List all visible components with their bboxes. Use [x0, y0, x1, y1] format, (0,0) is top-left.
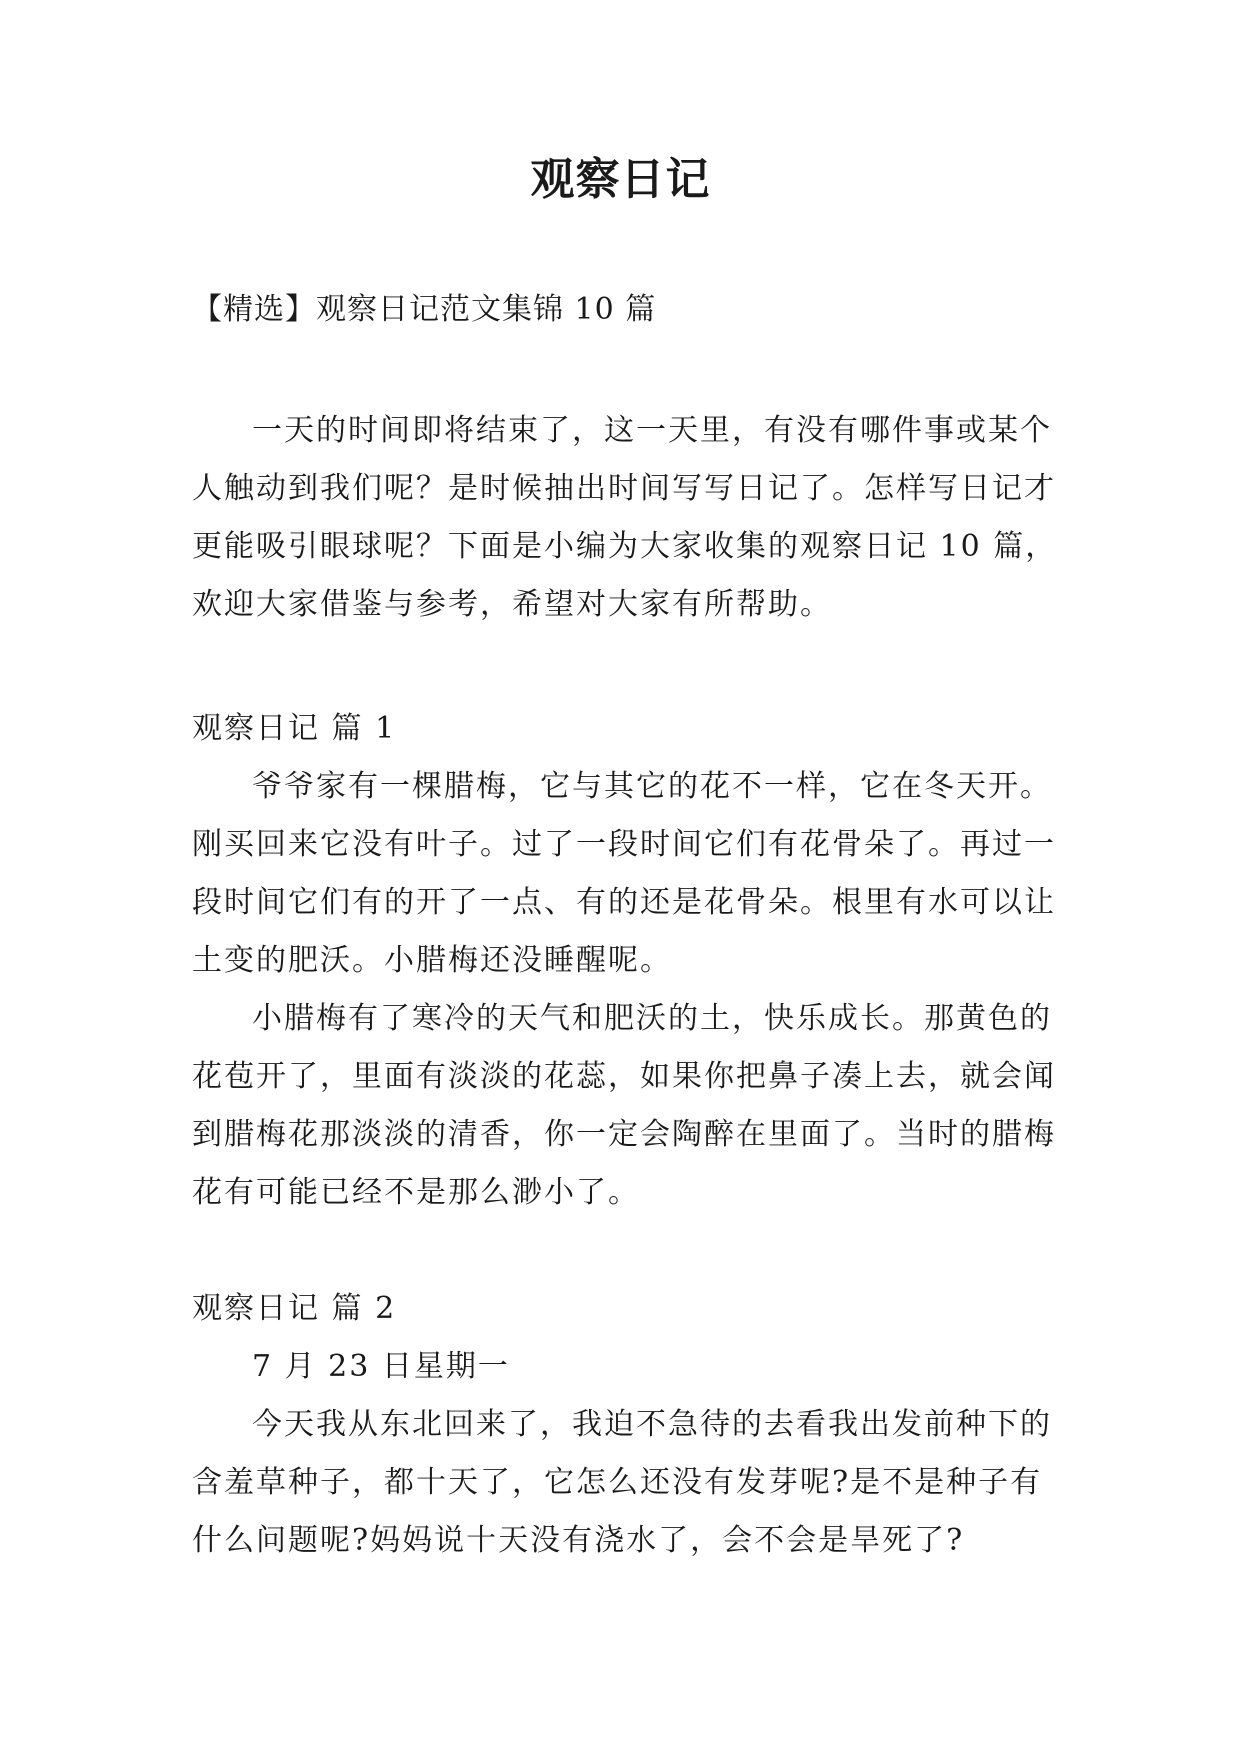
entry-2-section — [192, 1280, 1062, 1570]
entry-2-paragraph-1: 今天我从东北回来了，我迫不急待的去看我出发前种下的含羞草种子，都十天了，它怎么还没有发芽呢?是不是种子有什么问题呢?妈妈说十天没有浇水了，会不会是旱死了? — [192, 1407, 1052, 1558]
intro-paragraph: 一天的时间即将结束了，这一天里，有没有哪件事或某个人触动到我们呢？是时候抽出时间写写日记了。怎样写日记才更能吸引眼球呢？下面是小编为大家收集的观察日记 10 篇，欢迎大家借鉴与参考，希望对大家有所帮助。 — [192, 413, 1058, 622]
entry-1-heading: 观察日记 篇 1 — [192, 711, 397, 746]
document-title: 观察日记 — [530, 154, 711, 205]
entry-1-paragraph-1: 爷爷家有一棵腊梅，它与其它的花不一样，它在冬天开。刚买回来它没有叶子。过了一段时间它们有花骨朵了。再过一段时间它们有的开了一点、有的还是花骨朵。根里有水可以让土变的肥沃。小腊梅还没睡醒呢。 — [192, 769, 1056, 978]
intro-section — [192, 402, 1062, 634]
document-subtitle: 【精选】观察日记范文集锦 10 篇 — [192, 292, 657, 327]
entry-1-section — [192, 700, 1062, 1222]
entry-2-date: 7 月 23 日星期一 — [252, 1349, 510, 1384]
entry-1-paragraph-2: 小腊梅有了寒冷的天气和肥沃的土，快乐成长。那黄色的花苞开了，里面有淡淡的花蕊，如果你把鼻子凑上去，就会闻到腊梅花那淡淡的清香，你一定会陶醉在里面了。当时的腊梅花有可能已经不是那么渺小了。 — [192, 1001, 1056, 1210]
entry-2-heading: 观察日记 篇 2 — [192, 1291, 397, 1326]
